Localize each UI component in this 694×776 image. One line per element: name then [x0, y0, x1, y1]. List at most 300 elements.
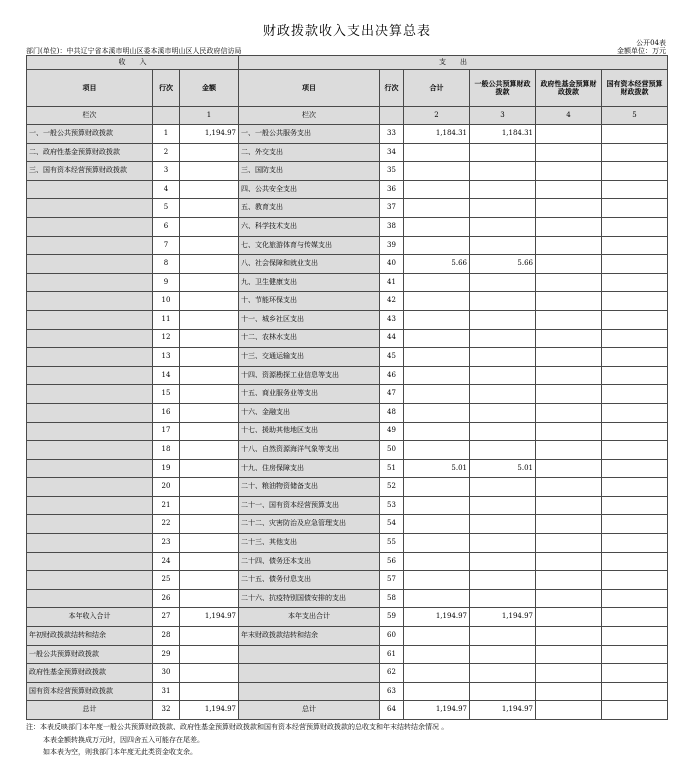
income-amount-cell — [180, 310, 239, 329]
column-index-row — [27, 107, 668, 125]
expense-row-no-cell: 42 — [380, 292, 404, 311]
income-item-cell — [27, 273, 153, 292]
expense-row-no-cell: 59 — [380, 608, 404, 627]
lanci-total: 2 — [404, 107, 470, 125]
income-amount-cell — [180, 162, 239, 181]
expense-total-cell: 1,194.97 — [404, 608, 470, 627]
income-item-cell — [27, 515, 153, 534]
table-row — [27, 682, 668, 701]
expense-item-cell: 十、节能环保支出 — [239, 292, 380, 311]
income-amount-cell — [180, 348, 239, 367]
general-budget-cell — [470, 589, 536, 608]
income-amount-cell — [180, 273, 239, 292]
expense-row-no-cell: 57 — [380, 571, 404, 590]
state-capital-budget-cell — [602, 217, 668, 236]
expense-row-no-cell: 45 — [380, 348, 404, 367]
income-item-cell — [27, 348, 153, 367]
fund-budget-cell — [536, 403, 602, 422]
income-row-no-cell: 10 — [153, 292, 180, 311]
header-state-capital-budget: 国有资本经营预算财政拨款 — [602, 70, 668, 107]
general-budget-cell — [470, 422, 536, 441]
lanci-blank — [153, 107, 180, 125]
state-capital-budget-cell — [602, 255, 668, 274]
income-amount-cell — [180, 459, 239, 478]
expense-total-cell — [404, 162, 470, 181]
expense-row-no-cell: 35 — [380, 162, 404, 181]
expense-item-cell — [239, 645, 380, 664]
table-row — [27, 310, 668, 329]
general-budget-cell — [470, 199, 536, 218]
income-item-cell: 总计 — [27, 701, 153, 720]
table-row — [27, 292, 668, 311]
income-section-header: 收 入 — [27, 56, 239, 70]
state-capital-budget-cell — [602, 273, 668, 292]
expense-total-cell — [404, 496, 470, 515]
table-row — [27, 273, 668, 292]
income-row-no-cell: 22 — [153, 515, 180, 534]
expense-item-cell: 十一、城乡社区支出 — [239, 310, 380, 329]
state-capital-budget-cell — [602, 701, 668, 720]
expense-total-cell — [404, 664, 470, 683]
fund-budget-cell — [536, 180, 602, 199]
state-capital-budget-cell — [602, 292, 668, 311]
income-amount-cell — [180, 403, 239, 422]
income-row-no-cell: 28 — [153, 627, 180, 646]
expense-item-cell: 十八、自然资源海洋气象等支出 — [239, 441, 380, 460]
fund-budget-cell — [536, 366, 602, 385]
income-row-no-cell: 5 — [153, 199, 180, 218]
expense-row-no-cell: 50 — [380, 441, 404, 460]
income-item-cell — [27, 496, 153, 515]
income-row-no-cell: 1 — [153, 125, 180, 144]
table-row — [27, 422, 668, 441]
income-row-no-cell: 19 — [153, 459, 180, 478]
general-budget-cell: 1,194.97 — [470, 701, 536, 720]
state-capital-budget-cell — [602, 552, 668, 571]
expense-total-cell — [404, 682, 470, 701]
general-budget-cell — [470, 217, 536, 236]
expense-total-cell — [404, 143, 470, 162]
income-amount-cell — [180, 366, 239, 385]
income-amount-cell: 1,194.97 — [180, 701, 239, 720]
state-capital-budget-cell — [602, 571, 668, 590]
income-row-no-cell: 31 — [153, 682, 180, 701]
income-amount-cell — [180, 627, 239, 646]
lanci-blank-expense — [380, 107, 404, 125]
state-capital-budget-cell — [602, 180, 668, 199]
expense-item-cell: 十六、金融支出 — [239, 403, 380, 422]
general-budget-cell — [470, 273, 536, 292]
expense-row-no-cell: 64 — [380, 701, 404, 720]
general-budget-cell — [470, 515, 536, 534]
income-item-cell — [27, 180, 153, 199]
expense-row-no-cell: 40 — [380, 255, 404, 274]
header-total: 合计 — [404, 70, 470, 107]
general-budget-cell: 5.66 — [470, 255, 536, 274]
expense-row-no-cell: 53 — [380, 496, 404, 515]
income-item-cell — [27, 329, 153, 348]
general-budget-cell — [470, 292, 536, 311]
notes — [26, 721, 448, 759]
fund-budget-cell — [536, 645, 602, 664]
income-item-cell — [27, 366, 153, 385]
income-item-cell — [27, 534, 153, 553]
expense-total-cell: 1,184.31 — [404, 125, 470, 144]
income-row-no-cell: 26 — [153, 589, 180, 608]
fund-budget-cell — [536, 608, 602, 627]
income-item-cell — [27, 255, 153, 274]
note-line: 本表金额转换成万元时，因四舍五入可能存在尾差。 — [43, 735, 204, 744]
income-row-no-cell: 9 — [153, 273, 180, 292]
income-item-cell — [27, 478, 153, 497]
fund-budget-cell — [536, 441, 602, 460]
fund-budget-cell — [536, 125, 602, 144]
expense-total-cell — [404, 422, 470, 441]
note-line: 注：本表反映部门本年度一般公共预算财政拨款、政府性基金预算财政拨款和国有资本经营预算财政拨款的总收支和年末结转结余情况 。 — [26, 723, 449, 731]
income-row-no-cell: 29 — [153, 645, 180, 664]
expense-row-no-cell: 52 — [380, 478, 404, 497]
income-amount-cell — [180, 496, 239, 515]
state-capital-budget-cell — [602, 366, 668, 385]
expense-total-cell — [404, 329, 470, 348]
income-item-cell — [27, 441, 153, 460]
state-capital-budget-cell — [602, 608, 668, 627]
table-row — [27, 534, 668, 553]
form-number: 公开04表 — [636, 39, 666, 47]
income-item-cell — [27, 403, 153, 422]
state-capital-budget-cell — [602, 515, 668, 534]
expense-total-cell — [404, 441, 470, 460]
expense-total-cell — [404, 589, 470, 608]
income-row-no-cell: 30 — [153, 664, 180, 683]
income-amount-cell — [180, 589, 239, 608]
income-item-cell — [27, 571, 153, 590]
general-budget-cell — [470, 441, 536, 460]
table-row — [27, 664, 668, 683]
general-budget-cell — [470, 236, 536, 255]
expense-total-cell: 1,194.97 — [404, 701, 470, 720]
fund-budget-cell — [536, 552, 602, 571]
state-capital-budget-cell — [602, 143, 668, 162]
header-item: 项目 — [27, 70, 153, 107]
fund-budget-cell — [536, 385, 602, 404]
fund-budget-cell — [536, 627, 602, 646]
expense-item-cell: 二十、粮油物资储备支出 — [239, 478, 380, 497]
state-capital-budget-cell — [602, 645, 668, 664]
table-row — [27, 199, 668, 218]
fund-budget-cell — [536, 292, 602, 311]
income-row-no-cell: 7 — [153, 236, 180, 255]
income-row-no-cell: 15 — [153, 385, 180, 404]
income-row-no-cell: 6 — [153, 217, 180, 236]
expense-row-no-cell: 55 — [380, 534, 404, 553]
income-amount-cell — [180, 292, 239, 311]
table-row — [27, 162, 668, 181]
state-capital-budget-cell — [602, 534, 668, 553]
income-amount-cell — [180, 478, 239, 497]
expense-item-cell: 二十一、国有资本经营预算支出 — [239, 496, 380, 515]
table-row — [27, 459, 668, 478]
income-amount-cell — [180, 682, 239, 701]
note-line: 如本表为空，则我部门本年度无此类资金收支余。 — [43, 748, 197, 756]
table-row — [27, 255, 668, 274]
fund-budget-cell — [536, 701, 602, 720]
expense-row-no-cell: 58 — [380, 589, 404, 608]
expense-total-cell — [404, 403, 470, 422]
general-budget-cell — [470, 180, 536, 199]
expense-row-no-cell: 51 — [380, 459, 404, 478]
expense-total-cell — [404, 348, 470, 367]
header-row-no: 行次 — [153, 70, 180, 107]
expense-total-cell — [404, 199, 470, 218]
expense-item-cell — [239, 664, 380, 683]
table-row — [27, 496, 668, 515]
header-row-no-expense: 行次 — [380, 70, 404, 107]
fund-budget-cell — [536, 682, 602, 701]
fund-budget-cell — [536, 422, 602, 441]
general-budget-cell — [470, 627, 536, 646]
expense-row-no-cell: 61 — [380, 645, 404, 664]
general-budget-cell — [470, 162, 536, 181]
table-row — [27, 236, 668, 255]
income-item-cell: 年初财政拨款结转和结余 — [27, 627, 153, 646]
expense-total-cell — [404, 552, 470, 571]
income-amount-cell — [180, 571, 239, 590]
income-amount-cell — [180, 255, 239, 274]
expense-total-cell — [404, 273, 470, 292]
income-row-no-cell: 24 — [153, 552, 180, 571]
expense-row-no-cell: 63 — [380, 682, 404, 701]
income-amount-cell — [180, 385, 239, 404]
income-item-cell: 本年收入合计 — [27, 608, 153, 627]
report-title: 财政拨款收入支出决算总表 — [262, 24, 431, 39]
state-capital-budget-cell — [602, 664, 668, 683]
general-budget-cell: 5.01 — [470, 459, 536, 478]
general-budget-cell: 1,194.97 — [470, 608, 536, 627]
table-row — [27, 589, 668, 608]
fund-budget-cell — [536, 478, 602, 497]
income-row-no-cell: 20 — [153, 478, 180, 497]
state-capital-budget-cell — [602, 162, 668, 181]
general-budget-cell — [470, 366, 536, 385]
income-row-no-cell: 18 — [153, 441, 180, 460]
income-amount-cell — [180, 143, 239, 162]
income-amount-cell — [180, 236, 239, 255]
income-row-no-cell: 25 — [153, 571, 180, 590]
expense-total-cell: 5.66 — [404, 255, 470, 274]
lanci-label: 栏次 — [27, 107, 153, 125]
general-budget-cell — [470, 478, 536, 497]
income-row-no-cell: 4 — [153, 180, 180, 199]
fund-budget-cell — [536, 534, 602, 553]
fund-budget-cell — [536, 515, 602, 534]
income-item-cell: 一、一般公共预算财政拨款 — [27, 125, 153, 144]
income-row-no-cell: 8 — [153, 255, 180, 274]
state-capital-budget-cell — [602, 478, 668, 497]
income-item-cell — [27, 459, 153, 478]
expense-item-cell: 七、文化旅游体育与传媒支出 — [239, 236, 380, 255]
fund-budget-cell — [536, 255, 602, 274]
amount-unit-label: 金额单位：万元 — [617, 47, 666, 55]
fund-budget-cell — [536, 496, 602, 515]
income-row-no-cell: 17 — [153, 422, 180, 441]
header-fund-budget: 政府性基金预算财政拨款 — [536, 70, 602, 107]
general-budget-cell — [470, 664, 536, 683]
expense-row-no-cell: 39 — [380, 236, 404, 255]
table-row — [27, 441, 668, 460]
state-capital-budget-cell — [602, 329, 668, 348]
expense-item-cell: 十二、农林水支出 — [239, 329, 380, 348]
expense-total-cell — [404, 645, 470, 664]
income-amount-cell: 1,194.97 — [180, 608, 239, 627]
general-budget-cell — [470, 348, 536, 367]
income-amount-cell — [180, 180, 239, 199]
header-item-expense: 项目 — [239, 70, 380, 107]
income-row-no-cell: 14 — [153, 366, 180, 385]
lanci-label-expense: 栏次 — [239, 107, 380, 125]
expense-item-cell: 年末财政拨款结转和结余 — [239, 627, 380, 646]
income-item-cell — [27, 422, 153, 441]
expense-row-no-cell: 33 — [380, 125, 404, 144]
fund-budget-cell — [536, 348, 602, 367]
expense-item-cell — [239, 682, 380, 701]
expense-total-cell — [404, 515, 470, 534]
table-row — [27, 403, 668, 422]
table-row — [27, 143, 668, 162]
expense-row-no-cell: 41 — [380, 273, 404, 292]
expense-total-cell — [404, 385, 470, 404]
income-item-cell: 政府性基金预算财政拨款 — [27, 664, 153, 683]
fund-budget-cell — [536, 273, 602, 292]
expense-row-no-cell: 56 — [380, 552, 404, 571]
income-item-cell — [27, 292, 153, 311]
income-row-no-cell: 13 — [153, 348, 180, 367]
expense-item-cell: 四、公共安全支出 — [239, 180, 380, 199]
expense-row-no-cell: 38 — [380, 217, 404, 236]
income-amount-cell — [180, 552, 239, 571]
income-row-no-cell: 3 — [153, 162, 180, 181]
expense-row-no-cell: 46 — [380, 366, 404, 385]
income-row-no-cell: 12 — [153, 329, 180, 348]
state-capital-budget-cell — [602, 348, 668, 367]
income-item-cell — [27, 552, 153, 571]
section-header-row — [27, 56, 668, 70]
expense-total-cell — [404, 217, 470, 236]
expense-section-header: 支 出 — [239, 56, 668, 70]
table-row — [27, 125, 668, 144]
state-capital-budget-cell — [602, 403, 668, 422]
income-amount-cell — [180, 441, 239, 460]
report-table — [26, 55, 668, 720]
table-row — [27, 180, 668, 199]
table-row — [27, 701, 668, 720]
fund-budget-cell — [536, 217, 602, 236]
income-row-no-cell: 23 — [153, 534, 180, 553]
state-capital-budget-cell — [602, 422, 668, 441]
income-item-cell — [27, 236, 153, 255]
fund-budget-cell — [536, 589, 602, 608]
state-capital-budget-cell — [602, 682, 668, 701]
column-header-row — [27, 70, 668, 107]
general-budget-cell — [470, 496, 536, 515]
table-row — [27, 552, 668, 571]
expense-total-cell — [404, 236, 470, 255]
expense-total-cell — [404, 180, 470, 199]
income-row-no-cell: 27 — [153, 608, 180, 627]
general-budget-cell — [470, 329, 536, 348]
fund-budget-cell — [536, 162, 602, 181]
general-budget-cell — [470, 571, 536, 590]
income-amount-cell — [180, 645, 239, 664]
fund-budget-cell — [536, 664, 602, 683]
fund-budget-cell — [536, 143, 602, 162]
income-row-no-cell: 16 — [153, 403, 180, 422]
state-capital-budget-cell — [602, 627, 668, 646]
general-budget-cell — [470, 143, 536, 162]
income-item-cell — [27, 310, 153, 329]
table-row — [27, 366, 668, 385]
general-budget-cell — [470, 534, 536, 553]
income-item-cell: 国有资本经营预算财政拨款 — [27, 682, 153, 701]
state-capital-budget-cell — [602, 589, 668, 608]
expense-row-no-cell: 44 — [380, 329, 404, 348]
income-row-no-cell: 32 — [153, 701, 180, 720]
income-amount-cell — [180, 515, 239, 534]
state-capital-budget-cell — [602, 459, 668, 478]
state-capital-budget-cell — [602, 236, 668, 255]
income-item-cell: 一般公共预算财政拨款 — [27, 645, 153, 664]
expense-total-cell — [404, 478, 470, 497]
income-row-no-cell: 2 — [153, 143, 180, 162]
table-row — [27, 571, 668, 590]
income-amount-cell — [180, 534, 239, 553]
expense-item-cell: 二十四、债务还本支出 — [239, 552, 380, 571]
expense-item-cell: 二十六、抗疫特别国债安排的支出 — [239, 589, 380, 608]
expense-item-cell: 二、外交支出 — [239, 143, 380, 162]
general-budget-cell — [470, 310, 536, 329]
income-item-cell — [27, 217, 153, 236]
income-item-cell: 二、政府性基金预算财政拨款 — [27, 143, 153, 162]
expense-item-cell: 五、教育支出 — [239, 199, 380, 218]
table-row — [27, 385, 668, 404]
expense-row-no-cell: 60 — [380, 627, 404, 646]
expense-row-no-cell: 37 — [380, 199, 404, 218]
income-row-no-cell: 21 — [153, 496, 180, 515]
expense-item-cell: 六、科学技术支出 — [239, 217, 380, 236]
expense-total-cell — [404, 292, 470, 311]
fund-budget-cell — [536, 571, 602, 590]
table-row — [27, 478, 668, 497]
general-budget-cell — [470, 403, 536, 422]
header-amount: 金额 — [180, 70, 239, 107]
expense-total-cell — [404, 310, 470, 329]
expense-total-cell — [404, 366, 470, 385]
general-budget-cell: 1,184.31 — [470, 125, 536, 144]
fund-budget-cell — [536, 329, 602, 348]
income-amount-cell — [180, 422, 239, 441]
expense-row-no-cell: 54 — [380, 515, 404, 534]
table-row — [27, 608, 668, 627]
expense-item-cell: 二十五、债务付息支出 — [239, 571, 380, 590]
income-amount-cell — [180, 329, 239, 348]
expense-item-cell: 三、国防支出 — [239, 162, 380, 181]
department-label: 部门(单位)：中共辽宁省本溪市明山区委本溪市明山区人民政府信访局 — [26, 47, 242, 55]
expense-total-cell — [404, 534, 470, 553]
income-amount-cell — [180, 664, 239, 683]
expense-item-cell: 本年支出合计 — [239, 608, 380, 627]
income-item-cell — [27, 199, 153, 218]
lanci-state-capital: 5 — [602, 107, 668, 125]
